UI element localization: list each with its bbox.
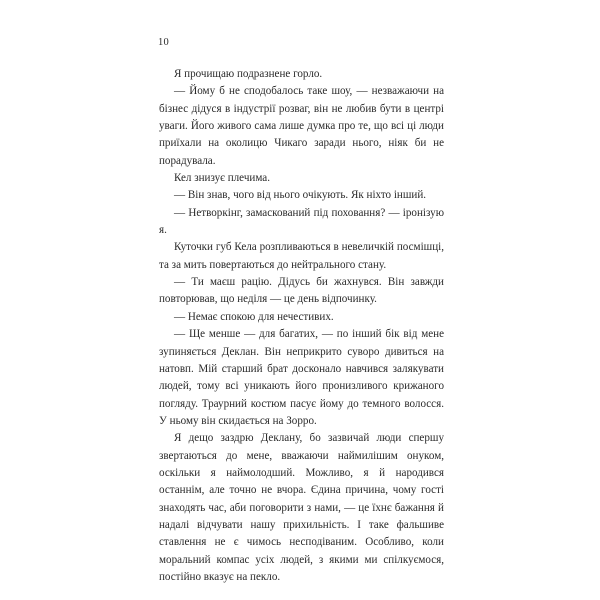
paragraph: Куточки губ Кела розпливаються в невеличкій посмішці, та за мить повертаються до нейтрального стану. [159, 241, 444, 271]
page-number: 10 [158, 37, 170, 48]
paragraph: Кел знизує плечима. [174, 172, 270, 185]
paragraph: Я прочищаю подразнене горло. [174, 68, 323, 80]
paragraph: — Йому б не сподобалось таке шоу, — незважаючи на бізнес дідуся в індустрії розваг, він не любив бути в центрі уваги. Його живого сама лише думка про те, що всі ці люди приїхали на околицю Чикаго заради нього, ніяк би не порадувала. [159, 85, 444, 167]
paragraph: — Нетворкінг, замаскований під поховання? — іронізую я. [159, 206, 444, 237]
paragraph: — Ще менше — для багатих, — по інший бік від мене зупиняється Деклан. Він неприкрито суворо дивиться на натовп. Мій старший брат досконало навчився залякувати людей, тому всі уникають його пронизливого крижаного погляду. Траурний костюм пасує йому до темного волосся. У ньому він скидається на Зорро. [159, 328, 444, 427]
body-text-block [159, 66, 444, 586]
paragraph: — Ти маєш рацію. Дідусь би жахнувся. Він завжди повторював, що неділя — це день відпочинку. [159, 276, 444, 306]
paragraph: Я дещо заздрю Деклану, бо зазвичай люди спершу звертаються до мене, вважаючи наймилішим онуком, оскільки я наймолодший. Можливо, я й народився останнім, але точно не вчора. Єдина причина, чому гості знаходять час, аби поговорити з нами, — це їхнє бажання й надалі відчувати нашу прихильність. І таке фальшиве ставлення не є чимось несподіваним. Особливо, коли моральний компас усіх людей, з якими ми спілкуємося, постійно вказує на пекло. [159, 432, 444, 583]
paragraph: — Він знав, чого від нього очікують. Як ніхто інший. [174, 189, 427, 202]
paragraph: — Немає спокою для нечестивих. [174, 310, 334, 323]
